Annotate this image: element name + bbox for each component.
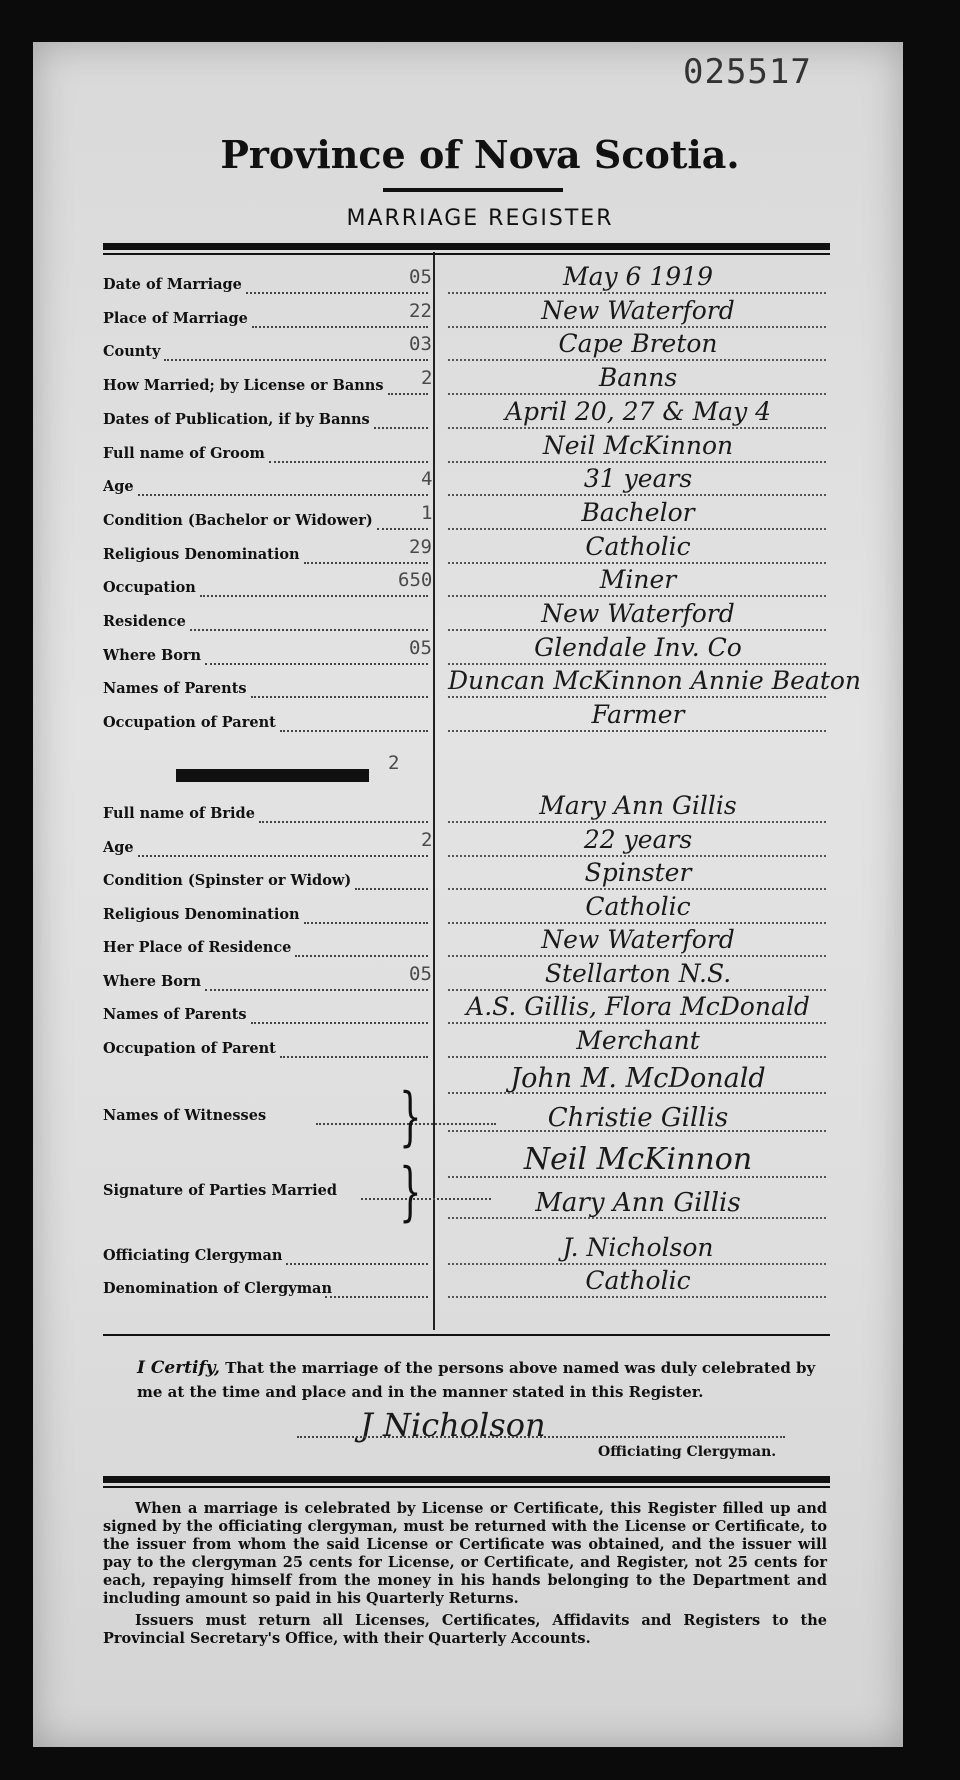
value-dots — [448, 393, 826, 395]
header-rule — [103, 243, 830, 250]
field-label: Denomination of Clergyman — [103, 1280, 332, 1297]
field-label: Where Born — [103, 646, 202, 664]
witness-2: Christie Gillis — [547, 1103, 729, 1133]
leader-dots — [251, 1022, 428, 1024]
value-dots — [448, 562, 826, 564]
field-code: 2 — [421, 367, 433, 390]
groom-field-row — [103, 700, 830, 744]
clergyman-signature: J Nicholson — [360, 1406, 546, 1444]
field-value: Glendale Inv. Co — [534, 632, 742, 662]
field-label: Dates of Publication, if by Banns — [103, 410, 370, 428]
field-value: 31 years — [583, 464, 693, 494]
certification-text — [137, 1356, 837, 1404]
field-label: Occupation of Parent — [103, 714, 276, 732]
leader-dots — [325, 1296, 428, 1298]
field-label: Names of Witnesses — [103, 1107, 267, 1124]
leader-dots — [280, 1056, 428, 1058]
signer-title: Officiating Clergyman. — [598, 1444, 777, 1460]
value-dots — [448, 461, 826, 463]
title-underline — [383, 188, 563, 192]
field-label: Religious Denomination — [103, 905, 300, 923]
field-label: Full name of Groom — [103, 444, 265, 462]
field-value: May 6 1919 — [562, 262, 714, 291]
field-label: Residence — [103, 613, 186, 630]
field-code: 03 — [409, 333, 432, 356]
field-label: Names of Parents — [103, 680, 247, 698]
footer-rule-thin — [103, 1486, 830, 1488]
field-label: County — [103, 343, 161, 361]
field-label: Occupation of Parent — [103, 1039, 276, 1057]
separator-code: 2 — [388, 752, 400, 774]
witness-1: John M. McDonald — [510, 1063, 766, 1094]
value-dots — [448, 427, 826, 429]
value-dots — [448, 1022, 826, 1024]
value-dots — [448, 1296, 826, 1298]
field-label: Condition (Bachelor or Widower) — [103, 511, 373, 529]
field-label: Occupation — [103, 579, 196, 597]
field-value: Duncan McKinnon Annie Beaton — [448, 666, 862, 696]
value-dots — [448, 528, 826, 530]
footer-issuers-note: Issuers must return all Licenses, Certificates, Affidavits and Registers to the Provincial Secretary's Office, with their Quarterly Accounts. — [103, 1612, 827, 1647]
field-value: Neil McKinnon — [542, 430, 734, 460]
witnesses-brace: } — [399, 1080, 422, 1154]
value-dots — [448, 326, 826, 328]
page-title: Province of Nova Scotia. — [220, 132, 740, 177]
field-value: Stellarton N.S. — [544, 958, 732, 988]
field-code: 05 — [409, 266, 432, 288]
leader-dots — [269, 461, 428, 463]
leader-dots — [205, 663, 428, 665]
page-subtitle: MARRIAGE REGISTER — [346, 206, 614, 231]
leader-dots — [304, 922, 428, 924]
field-value: Spinster — [584, 858, 692, 887]
field-code: 650 — [398, 569, 433, 592]
value-dots — [448, 494, 826, 496]
field-value: Cape Breton — [558, 329, 718, 359]
field-code: 22 — [409, 299, 432, 322]
value-dots — [448, 629, 826, 631]
field-label: Religious Denomination — [103, 545, 300, 563]
leader-dots — [251, 696, 428, 698]
field-label: How Married; by License or Banns — [103, 377, 384, 395]
field-code: 05 — [409, 962, 432, 985]
value-dots — [448, 1092, 826, 1094]
field-value: J. Nicholson — [562, 1233, 714, 1262]
groom-signature: Neil McKinnon — [523, 1142, 753, 1177]
signatures-brace: } — [399, 1155, 422, 1229]
leader-dots — [200, 595, 428, 597]
field-label: Condition (Spinster or Widow) — [103, 872, 352, 889]
leader-dots — [138, 494, 428, 496]
section-separator-bar — [176, 769, 369, 782]
value-dots — [448, 1176, 826, 1178]
header-rule-thin — [103, 253, 830, 255]
field-value: April 20, 27 & May 4 — [504, 396, 772, 426]
leader-dots — [164, 359, 428, 361]
section-rule — [103, 1334, 830, 1336]
value-dots — [448, 595, 826, 597]
field-label: Date of Marriage — [103, 276, 242, 293]
signature-dots — [297, 1436, 785, 1438]
value-dots — [448, 663, 826, 665]
value-dots — [448, 730, 826, 732]
field-label: Place of Marriage — [103, 309, 248, 327]
field-label: Where Born — [103, 972, 202, 990]
field-value: Bachelor — [581, 497, 695, 527]
certify-body: That the marriage of the persons above named was duly celebrated by me at the time and place and in the manner stated in this Register. — [137, 1359, 816, 1401]
leader-dots — [388, 393, 428, 395]
bride-signature: Mary Ann Gillis — [535, 1188, 741, 1218]
field-value: Miner — [599, 565, 677, 595]
field-value: New Waterford — [541, 295, 735, 325]
field-value: Banns — [598, 363, 678, 393]
field-code: 05 — [409, 636, 432, 659]
field-row-clergy-denomination — [103, 1266, 830, 1310]
value-dots — [448, 989, 826, 991]
leader-dots — [355, 888, 428, 890]
field-value: Catholic — [585, 1266, 691, 1295]
field-value: Merchant — [576, 1025, 700, 1055]
leader-dots — [286, 1263, 428, 1265]
field-label: Full name of Bride — [103, 805, 255, 822]
field-value: New Waterford — [541, 925, 735, 954]
value-dots — [448, 359, 826, 361]
value-dots — [448, 922, 826, 924]
document-number: 025517 — [683, 52, 812, 92]
leader-dots — [295, 955, 428, 957]
value-dots — [448, 1263, 826, 1265]
leader-dots — [252, 326, 428, 328]
leader-dots — [377, 528, 428, 530]
value-dots — [448, 888, 826, 890]
value-dots — [448, 696, 826, 698]
field-value: A.S. Gillis, Flora McDonald — [466, 992, 810, 1021]
value-dots — [448, 1130, 826, 1132]
value-dots — [448, 292, 826, 294]
footer-instructions: When a marriage is celebrated by License or Certificate, this Register filled up and signed by the officiating clergyman, must be returned with the License or Certificate, to the issuer from whom the said License or Certificate was obtained, and the issuer will pay to the clergyman 25 cents for License, or Certificate, and Register, not 25 cents for each, repaying himself from the money in his hands belonging to the Department and including amount so paid in his Quarterly Returns. — [103, 1500, 827, 1607]
field-value: Catholic — [585, 531, 691, 561]
leader-dots — [259, 821, 428, 823]
field-label: Names of Parents — [103, 1006, 247, 1023]
field-value: 22 years — [583, 824, 693, 854]
field-code: 29 — [409, 535, 432, 558]
leader-dots — [304, 562, 428, 564]
field-label: Age — [103, 838, 134, 856]
field-label: Signature of Parties Married — [103, 1182, 337, 1199]
field-code: 4 — [421, 468, 433, 491]
field-value: New Waterford — [541, 599, 735, 628]
value-dots — [448, 1217, 826, 1219]
field-value: Catholic — [585, 891, 691, 921]
leader-dots — [374, 427, 428, 429]
field-value: Farmer — [591, 700, 685, 730]
value-dots — [448, 955, 826, 957]
footer-rule — [103, 1476, 830, 1483]
value-dots — [448, 1056, 826, 1058]
field-label: Her Place of Residence — [103, 939, 292, 956]
field-code: 2 — [421, 828, 433, 851]
leader-dots — [190, 629, 428, 631]
certify-heading: I Certify, — [137, 1358, 220, 1378]
leader-dots — [246, 292, 428, 294]
field-label: Age — [103, 478, 134, 496]
field-value: Mary Ann Gillis — [539, 791, 737, 820]
field-label: Officiating Clergyman — [103, 1247, 283, 1264]
value-dots — [448, 821, 826, 823]
leader-dots — [138, 855, 428, 857]
leader-dots — [205, 989, 428, 991]
value-dots — [448, 855, 826, 857]
leader-dots — [280, 730, 428, 732]
field-code: 1 — [421, 501, 433, 524]
